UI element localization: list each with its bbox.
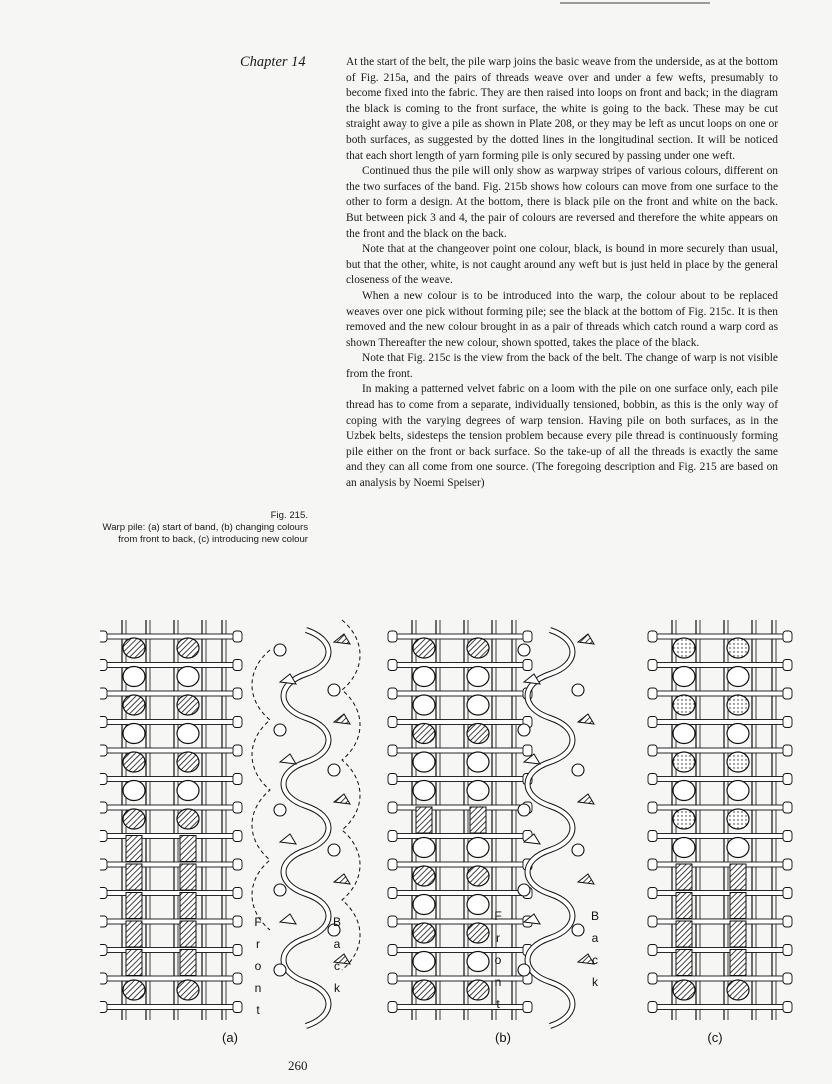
pile-tuft [413,980,435,1000]
pile-tuft [413,667,435,687]
pile-strand [126,950,142,976]
weft-end [783,859,792,870]
weft-section [274,964,286,976]
pile-tuft [673,809,695,829]
weft-section [518,964,530,976]
pile-cut [334,874,350,884]
weft-end [233,1002,242,1013]
weft-end [783,745,792,756]
weft-end [100,973,107,984]
panel-c-weave [648,620,792,1020]
weft-section [518,884,530,896]
pile-tuft [467,695,489,715]
weft [396,1005,524,1010]
pile-strand [730,921,746,947]
weft-end [100,888,107,899]
front-letter-b: F [494,909,502,923]
weft [396,777,524,782]
weft-end [233,717,242,728]
weft-end [648,717,657,728]
front-letter-a: F [254,915,262,929]
pile-strand [126,836,142,862]
pile-cut [334,714,350,724]
pile-tuft [467,752,489,772]
paragraph: Continued thus the pile will only show as warpway stripes of various colours, different on the two surfaces of the band. Fig. 215b shows how colours can move from one surface to the other to form a design. At the bottom, there is black pile on the front and white on the back. But between pick 3 and 4, the pair of colours are reversed and therefore the white appears on the front and the black on the back. [346,165,778,240]
weft-end [233,888,242,899]
front-letter-a: o [254,959,262,973]
pile-strand [730,893,746,919]
pile-tuft [467,638,489,658]
pile-tuft [123,809,145,829]
pile-strand [126,893,142,919]
weft-end [233,945,242,956]
pile-tuft [413,952,435,972]
back-letter-a: c [334,959,340,973]
weft-end [648,660,657,671]
pile-tuft [123,695,145,715]
weft [396,691,524,696]
pile-tuft [123,752,145,772]
weft [106,805,234,810]
weft-section [572,764,584,776]
weft [396,862,524,867]
front-letter-b: n [494,975,502,989]
front-letter-b: t [496,997,500,1011]
weft-end [388,859,397,870]
panel-b-weave [388,620,532,1020]
pile-tuft [177,809,199,829]
pile-tuft [467,781,489,801]
weft-end [648,831,657,842]
weft-section [274,804,286,816]
pile-strand [730,950,746,976]
uncut-loop-dashed [252,650,270,930]
pile-cut [578,714,594,724]
weft [106,748,234,753]
weft-end [783,688,792,699]
weft-end [100,945,107,956]
pile-tuft [413,923,435,943]
weft-end [100,802,107,813]
weft-end [783,717,792,728]
weft-end [648,745,657,756]
weft [656,891,784,896]
pile-tuft [177,781,199,801]
back-letter-a: B [332,915,342,929]
pile-tuft [467,838,489,858]
paragraph: At the start of the belt, the pile warp joins the basic weave from the underside, as at the bottom of Fig. 215a, and the pairs of threads weave over and under a few wefts, presumably to become fixed into the fabric. They are then raised into loops on front and back; in the diagram the black is coming to the front surface, the white is going to the back. These may be cut straight away to give a pile as shown in Plate 208, or they may be left as uncut loops on one or both surfaces, as suggested by the dotted lines in the longitudinal section. It will be noticed that each short length of yarn forming pile is only secured by passing under one weft. [346,56,778,162]
pile-tuft [413,781,435,801]
weft-end [783,1002,792,1013]
weft [396,748,524,753]
weft-end [783,660,792,671]
weft-end [648,973,657,984]
back-letter-b: c [592,953,598,967]
panel-a-section [252,620,360,1026]
weft-end [100,1002,107,1013]
weft-end [648,888,657,899]
pile-tuft [727,980,749,1000]
pile-tuft [727,667,749,687]
pile-strand [126,864,142,890]
weft-end [388,688,397,699]
weft [396,805,524,810]
weft-end [783,774,792,785]
pile-tuft [673,752,695,772]
panel-a-weave [100,620,242,1020]
weft-end [100,631,107,642]
pile-cut [578,634,594,644]
weft-end [648,945,657,956]
pile-tuft [673,638,695,658]
weft-end [388,717,397,728]
pile-tuft [673,695,695,715]
pile-tuft [177,724,199,744]
weft-end [100,774,107,785]
pile-cut [334,794,350,804]
pile-tuft [673,724,695,744]
pile-tuft [727,752,749,772]
pile-tuft [467,724,489,744]
panel-b-section [518,630,594,1026]
pile-tuft [467,952,489,972]
panel-c-label: (c) [707,1030,723,1045]
pile-strand [676,950,692,976]
weft-end [388,745,397,756]
pile-strand [676,864,692,890]
pile-tuft [177,752,199,772]
weft-section [328,684,340,696]
pile-strand [126,921,142,947]
pile-tuft [413,638,435,658]
weft-end [233,916,242,927]
figure-number: Fig. 215. [270,510,308,521]
pile-tuft [727,838,749,858]
weft [106,948,234,953]
scan-edge [560,2,710,4]
pile-strand [180,921,196,947]
pile-tuft [123,667,145,687]
weft-end [388,631,397,642]
pile-tuft [123,980,145,1000]
front-letter-b: r [496,931,500,945]
figure-caption-text: Warp pile: (a) start of band, (b) changing colours from front to back, (c) introducing new colour [102,522,308,545]
weft-end [233,774,242,785]
weft [656,691,784,696]
pile-strand [676,893,692,919]
section-thread [528,630,573,1026]
pile-tuft [727,695,749,715]
figure-caption [100,510,308,546]
front-letter-a: t [256,1003,260,1017]
section-thread-inner [284,630,329,1026]
back-letter-a: k [334,981,340,995]
pile-tuft [123,638,145,658]
pile-tuft [177,695,199,715]
pile-tuft [467,980,489,1000]
weft-end [100,717,107,728]
weft-end [523,660,532,671]
pile-cut [280,834,296,844]
weft [396,976,524,981]
back-letter-b: a [591,931,599,945]
weft-end [388,1002,397,1013]
weft [656,720,784,725]
weft [106,691,234,696]
weft [656,663,784,668]
paragraph: In making a patterned velvet fabric on a loom with the pile on one surface only, each pile thread has to come from a separate, individually tensioned, bobbin, as this is the only way of coping with the varying degrees of warp tension. Having pile on both surfaces, as in the Uzbek belts, sidesteps the tension problem because every pile thread is continuously forming pile either on the front or back surface. So the take-up of all the threads is exactly the same and they can all come from one source. (The foregoing description and Fig. 215 are based on an analysis by Noemi Speiser) [346,383,778,490]
pile-tuft [727,809,749,829]
pile-tuft [467,895,489,915]
weft-end [233,660,242,671]
weft [396,891,524,896]
pile-tuft [673,781,695,801]
weft [396,720,524,725]
weft-section [518,724,530,736]
weft [106,663,234,668]
pile-cut [334,634,350,644]
weft-end [783,888,792,899]
paragraph: Note that Fig. 215c is the view from the back of the belt. The change of warp is not visible from the front. [346,352,778,380]
weft [656,948,784,953]
weft [656,834,784,839]
weft-end [648,631,657,642]
weft-end [648,802,657,813]
pile-strand [730,864,746,890]
weft-end [783,973,792,984]
back-letter-a: a [333,937,341,951]
weft-end [388,945,397,956]
weft-end [648,774,657,785]
pile-tuft [413,838,435,858]
pile-cut [280,914,296,924]
pile-tuft [727,781,749,801]
pile-tuft [673,838,695,858]
weft-end [233,745,242,756]
weft-end [100,916,107,927]
weft [106,834,234,839]
weft-end [783,916,792,927]
pile-tuft [413,866,435,886]
weft [106,919,234,924]
pile-cut [578,794,594,804]
weft [106,1005,234,1010]
weft [656,634,784,639]
pile-tuft [727,724,749,744]
weft-end [783,945,792,956]
weft-end [648,1002,657,1013]
weft-section [328,764,340,776]
pile-tuft [177,638,199,658]
pile-tuft [413,752,435,772]
weft-end [783,802,792,813]
weft [106,720,234,725]
weft-end [388,973,397,984]
weft [656,777,784,782]
weft-section [274,724,286,736]
weft-end [388,888,397,899]
pile-tuft [673,667,695,687]
weft-end [233,631,242,642]
pile-strand [470,807,486,833]
section-thread-inner [528,630,573,1026]
panel-b-label: (b) [495,1030,511,1045]
weft-section [328,844,340,856]
back-letter-b: B [590,909,600,923]
pile-tuft [123,781,145,801]
weft-end [100,660,107,671]
weft [396,634,524,639]
pile-tuft [727,638,749,658]
weft-section [518,644,530,656]
weft [656,862,784,867]
weft-end [783,631,792,642]
pile-tuft [123,724,145,744]
pile-strand [180,893,196,919]
weft-section [274,644,286,656]
weft-end [523,745,532,756]
pile-tuft [673,980,695,1000]
weft-section [572,844,584,856]
weft-end [783,831,792,842]
pile-cut [280,754,296,764]
pile-tuft [177,667,199,687]
weft-end [233,859,242,870]
weft-end [388,802,397,813]
section-thread [284,630,329,1026]
weft-section [572,684,584,696]
weft-end [388,774,397,785]
weft-end [388,660,397,671]
weft [106,976,234,981]
weft [396,948,524,953]
pile-tuft [467,923,489,943]
weft-end [100,745,107,756]
weft-end [100,688,107,699]
weft-section [518,804,530,816]
weft-end [100,859,107,870]
weft [396,919,524,924]
weft [656,748,784,753]
paragraph: Note that at the changeover point one colour, black, is bound in more securely than usual, but that the other, white, is not caught around any weft but is just held in place by the general closeness of the weave. [346,243,778,287]
pile-tuft [413,724,435,744]
weft [106,634,234,639]
weft [656,976,784,981]
weft-end [233,831,242,842]
back-letter-b: k [592,975,598,989]
weft [396,834,524,839]
pile-tuft [177,980,199,1000]
pile-strand [676,921,692,947]
front-letter-a: r [256,937,260,951]
pile-strand [180,864,196,890]
weft [656,919,784,924]
chapter-heading: Chapter 14 [240,54,306,70]
weft-end [388,916,397,927]
weft [106,777,234,782]
weft [106,891,234,896]
weft-end [523,631,532,642]
weft-end [233,688,242,699]
panel-a-label: (a) [222,1030,238,1045]
weft-section [274,884,286,896]
pile-strand [180,950,196,976]
weft-end [648,859,657,870]
weft [656,805,784,810]
weft-end [523,1002,532,1013]
pile-strand [416,807,432,833]
front-letter-b: o [494,953,502,967]
weft [106,862,234,867]
weft-end [100,831,107,842]
pile-tuft [413,695,435,715]
weft-end [648,688,657,699]
weft [656,1005,784,1010]
body-text [346,55,778,492]
weft [396,663,524,668]
weft-end [648,916,657,927]
page-number: 260 [288,1058,308,1073]
pile-strand [180,836,196,862]
weft-end [233,973,242,984]
weft-end [388,831,397,842]
pile-cut [578,874,594,884]
front-letter-a: n [254,981,262,995]
weft-end [233,802,242,813]
weft-section [572,924,584,936]
pile-tuft [413,895,435,915]
pile-tuft [467,667,489,687]
warp-pile-figure [100,590,800,1050]
paragraph: When a new colour is to be introduced into the warp, the colour about to be replaced weaves over one pick without forming pile; see the black at the bottom of Fig. 215c. It is then removed and the new colour brought in as a pair of threads which catch round a warp cord as shown Thereafter the new colour, shown spotted, takes the place of the black. [346,289,778,349]
pile-tuft [467,866,489,886]
